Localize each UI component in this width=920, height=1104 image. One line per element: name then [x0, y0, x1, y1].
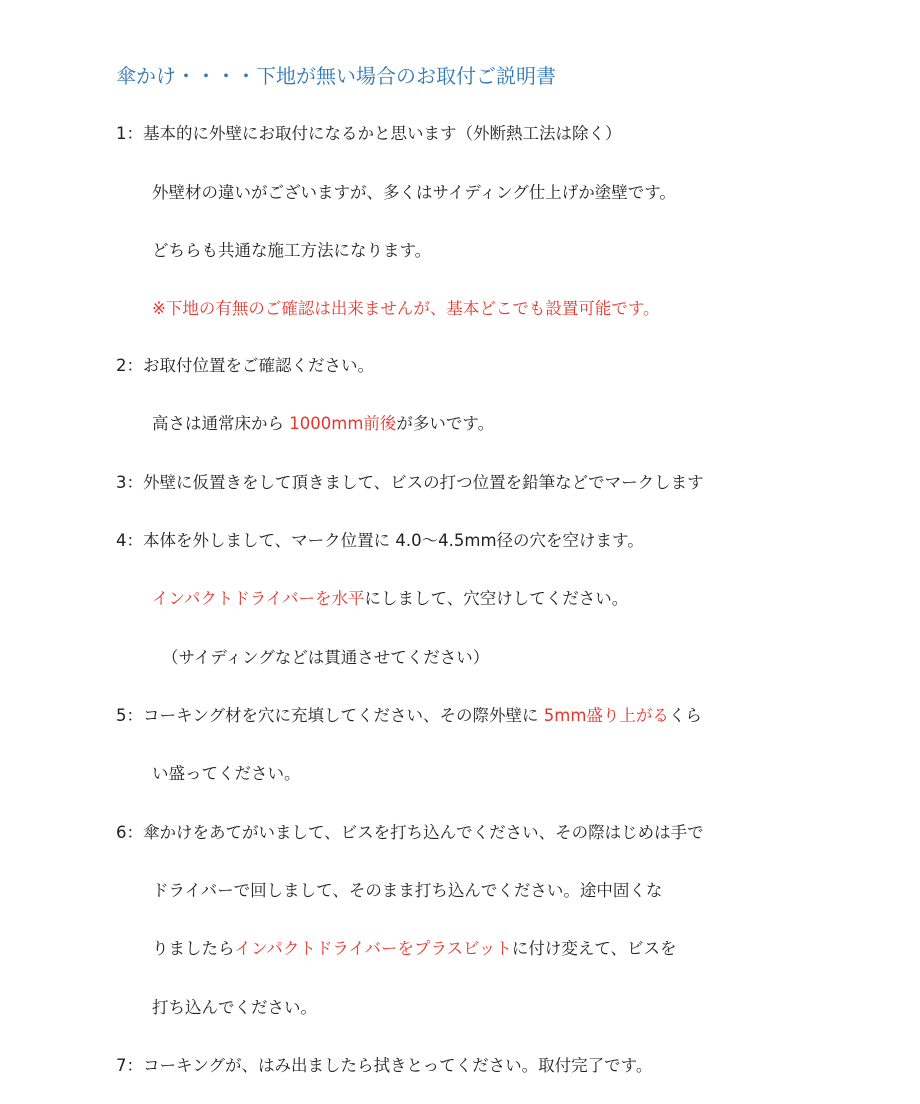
body-text: が多いです。: [396, 414, 495, 433]
body-text: 高さは通常床から: [152, 414, 290, 433]
body-text: 6：傘かけをあてがいまして、ビスを打ち込んでください、その際はじめは手で: [116, 823, 704, 842]
highlight-text: 5mm盛り上がる: [543, 706, 669, 725]
step-6-line: [116, 821, 704, 845]
step-1-detail-1: [152, 181, 676, 205]
body-text: 7：コーキングが、はみ出ましたら拭きとってください。取付完了です。: [116, 1056, 653, 1075]
step-6-detail-1: [152, 879, 662, 903]
body-text: にしまして、穴空けしてください。: [364, 589, 629, 608]
body-text: 1：基本的に外壁にお取付になるかと思います（外断熱工法は除く）: [116, 124, 622, 143]
document-title: 傘かけ・・・・下地が無い場合のお取付ご説明書: [116, 64, 556, 88]
body-text: 2：お取付位置をご確認ください。: [116, 356, 374, 375]
step-5-line: [116, 704, 702, 728]
body-text: （サイディングなどは貫通させてください）: [162, 648, 490, 667]
body-text: 外壁材の違いがございますが、多くはサイディング仕上げか塗壁です。: [152, 183, 676, 202]
step-1-line: [116, 122, 622, 146]
body-text: りましたら: [152, 939, 235, 958]
step-2-line: [116, 354, 374, 378]
step-4-detail-2: [162, 646, 489, 670]
body-text: ドライバーで回しまして、そのまま打ち込んでください。途中固くな: [152, 881, 663, 900]
step-3-line: [116, 471, 704, 495]
step-6-detail-3: [152, 996, 317, 1020]
body-text: くら: [668, 706, 702, 725]
body-text: 4：本体を外しまして、マーク位置に 4.0～4.5mm径の穴を空けます。: [116, 531, 644, 550]
step-6-detail-2: [152, 937, 677, 961]
body-text: 打ち込んでください。: [152, 998, 317, 1017]
step-5-detail: [152, 762, 301, 786]
highlight-text: インパクトドライバーをプラスビット: [234, 939, 512, 958]
step-4-line: [116, 529, 644, 553]
step-2-detail: [152, 412, 494, 436]
highlight-text: インパクトドライバーを水平: [152, 589, 365, 608]
step-1-note: [152, 297, 660, 321]
body-text: 5：コーキング材を穴に充填してください、その際外壁に: [116, 706, 544, 725]
body-text: に付け変えて、ビスを: [511, 939, 677, 958]
body-text: 3：外壁に仮置きをして頂きまして、ビスの打つ位置を鉛筆などでマークします: [116, 473, 704, 492]
highlight-text: ※下地の有無のご確認は出来ませんが、基本どこでも設置可能です。: [152, 299, 660, 318]
highlight-text: 1000mm前後: [289, 414, 397, 433]
body-text: い盛ってください。: [152, 764, 301, 783]
step-7-line: [116, 1054, 652, 1078]
body-text: どちらも共通な施工方法になります。: [152, 241, 432, 260]
step-1-detail-2: [152, 239, 431, 263]
step-4-detail-1: [152, 587, 628, 611]
